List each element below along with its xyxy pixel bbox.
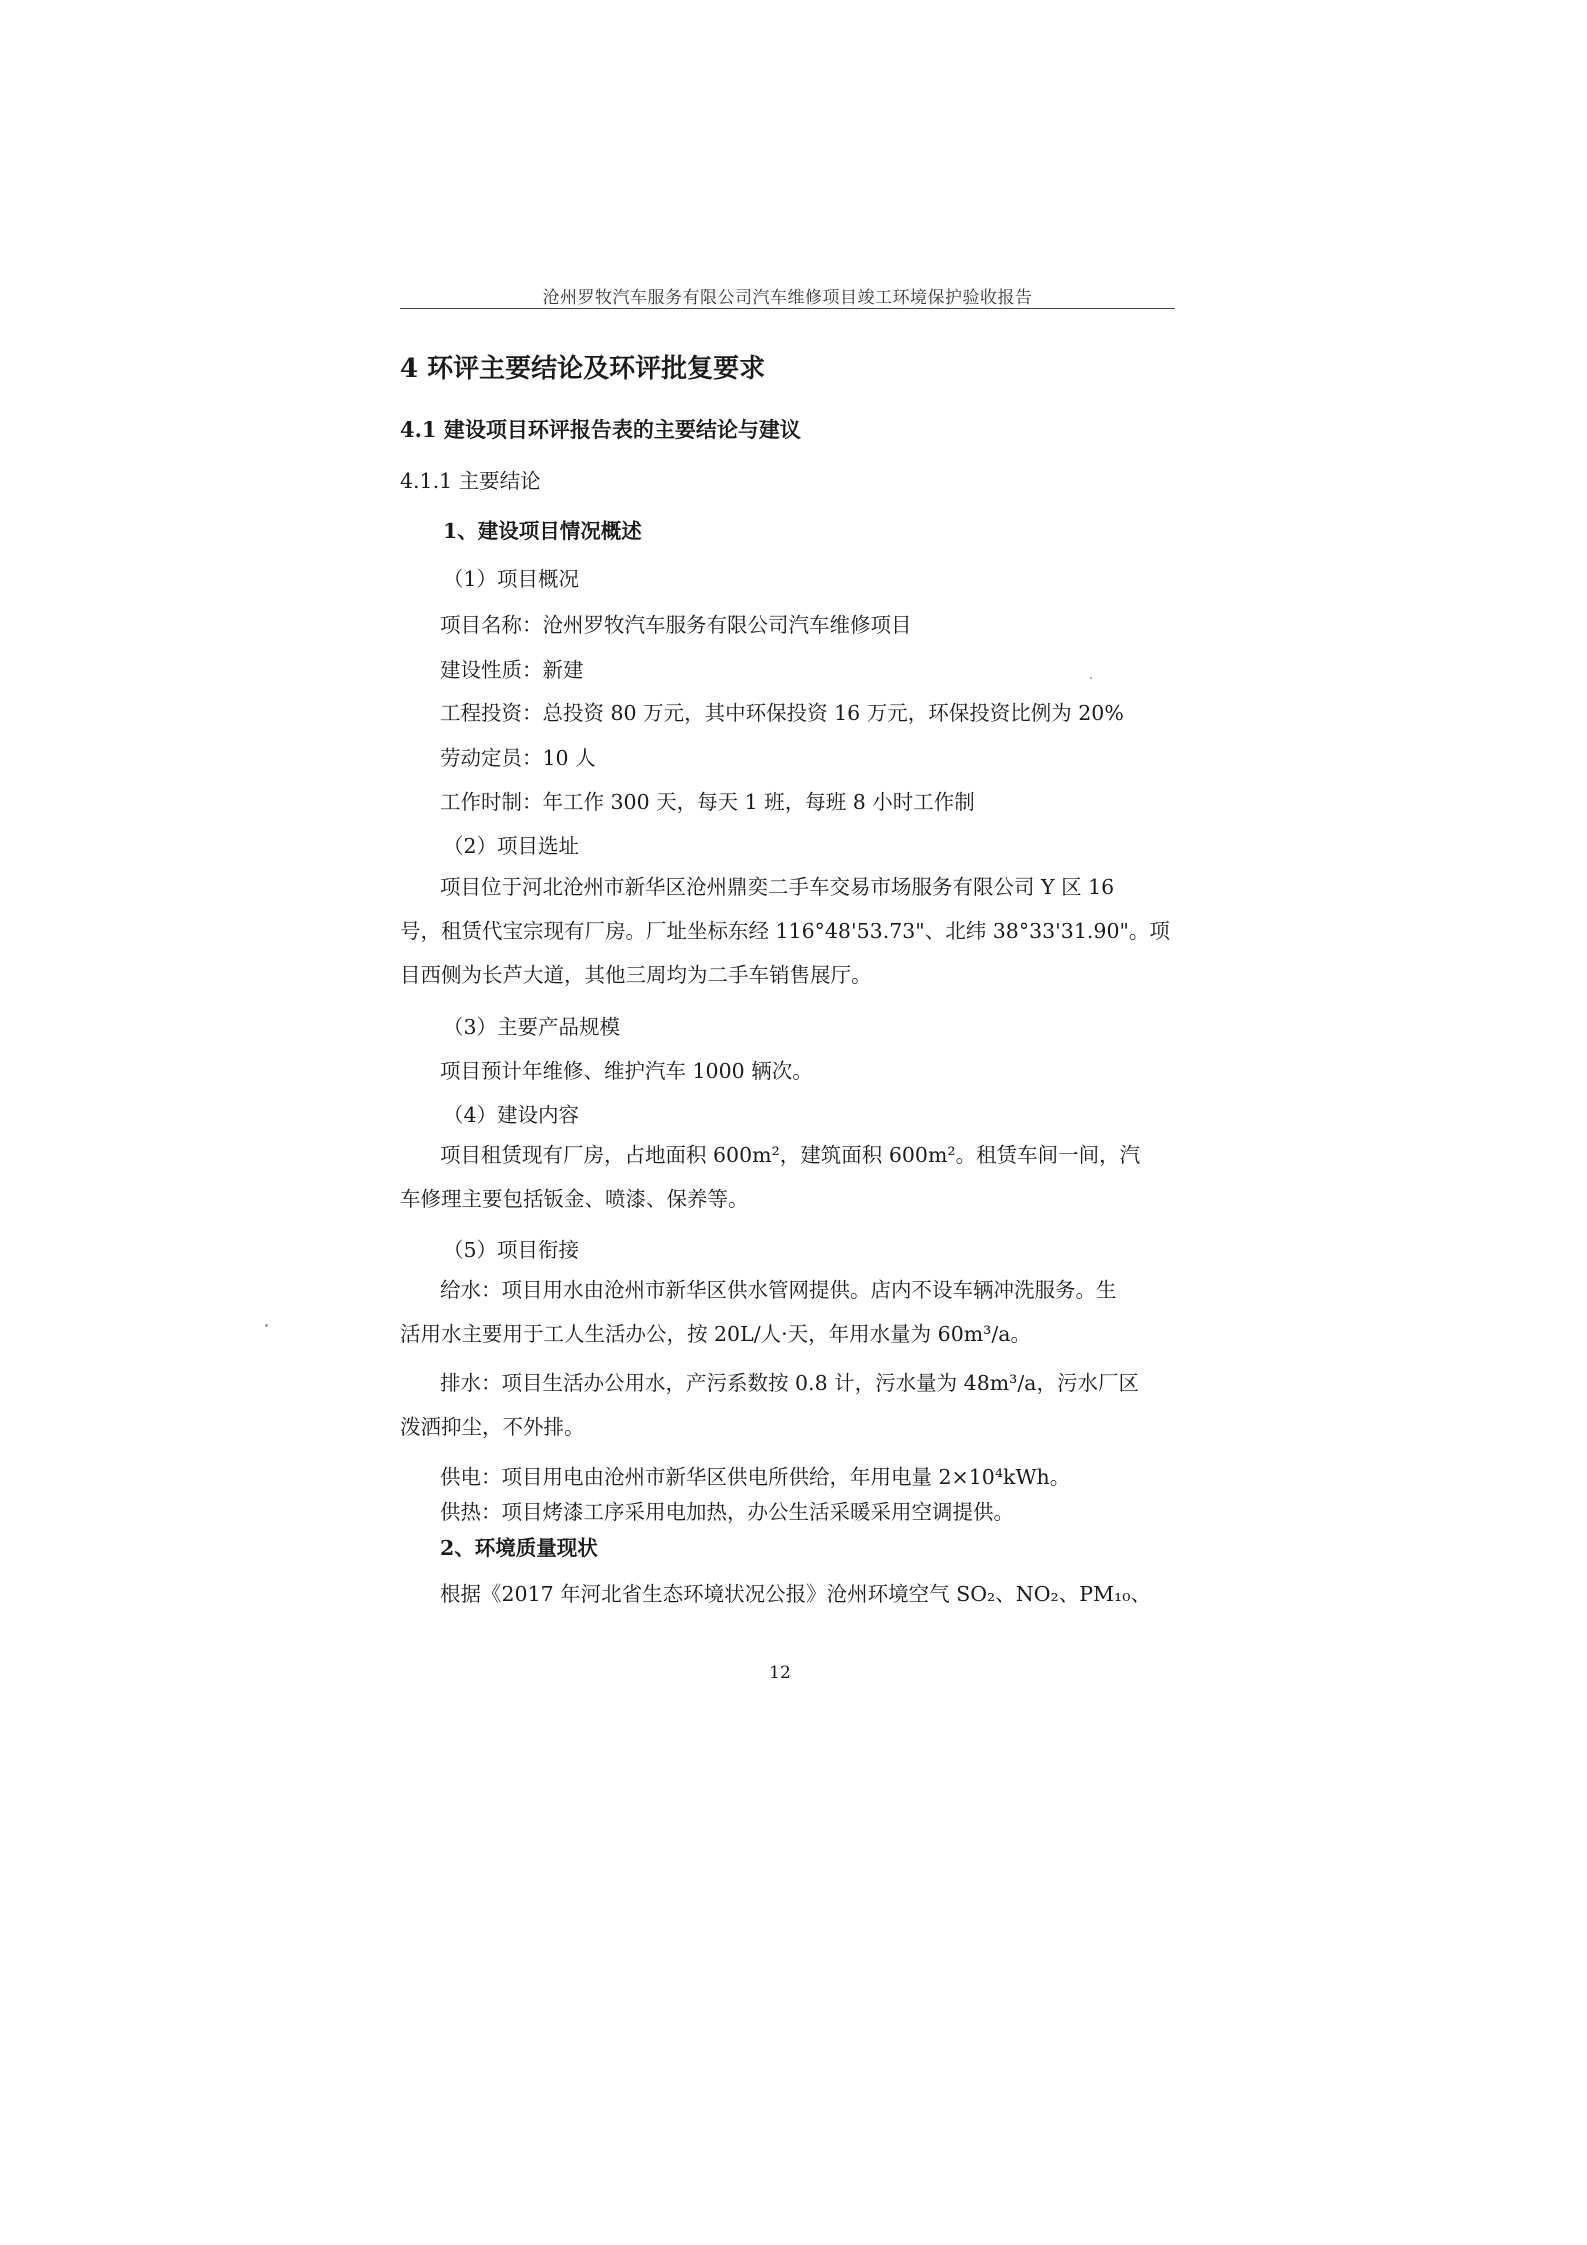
header-rule bbox=[400, 308, 1175, 309]
site-line: 目西侧为长芦大道，其他三周均为二手车销售展厅。 bbox=[400, 963, 872, 987]
sub3-title: （3）主要产品规模 bbox=[443, 1015, 621, 1039]
sub5-title: （5）项目衔接 bbox=[443, 1238, 580, 1262]
power-supply: 供电：项目用电由沧州市新华区供电所供给，年用电量 2×10⁴kWh。 bbox=[440, 1465, 1071, 1489]
site-paragraph bbox=[400, 865, 1170, 997]
sub4-title: （4）建设内容 bbox=[443, 1103, 580, 1127]
part1-title: 1、建设项目情况概述 bbox=[443, 519, 642, 543]
drainage-line: 泼洒抑尘，不外排。 bbox=[400, 1415, 585, 1439]
construction-nature: 建设性质：新建 bbox=[440, 658, 584, 682]
construction-paragraph bbox=[400, 1133, 1141, 1221]
water-supply-line: 活用水主要用于工人生活办公，按 20L/人·天，年用水量为 60m³/a。 bbox=[400, 1322, 1032, 1346]
sub2-title: （2）项目选址 bbox=[443, 834, 580, 858]
page-number: 12 bbox=[769, 1663, 791, 1683]
section-heading-2: 4.1 建设项目环评报告表的主要结论与建议 bbox=[400, 417, 801, 442]
heating-supply: 供热：项目烤漆工序采用电加热，办公生活采暖采用空调提供。 bbox=[440, 1500, 1014, 1524]
drainage-paragraph bbox=[400, 1361, 1140, 1449]
scan-speck bbox=[265, 1324, 268, 1327]
product-scale: 项目预计年维修、维护汽车 1000 辆次。 bbox=[440, 1059, 813, 1083]
air-quality-text: 根据《2017 年河北省生态环境状况公报》沧州环境空气 SO₂、NO₂、PM₁₀、 bbox=[440, 1582, 1151, 1606]
project-name: 项目名称：沧州罗牧汽车服务有限公司汽车维修项目 bbox=[440, 613, 912, 637]
site-line: 项目位于河北沧州市新华区沧州鼎奕二手车交易市场服务有限公司 Y 区 16 bbox=[440, 875, 1115, 899]
section-heading-3: 4.1.1 主要结论 bbox=[400, 469, 541, 493]
running-header: 沧州罗牧汽车服务有限公司汽车维修项目竣工环境保护验收报告 bbox=[542, 288, 1033, 308]
part2-title: 2、环境质量现状 bbox=[440, 1536, 598, 1560]
water-supply-line: 给水：项目用水由沧州市新华区供水管网提供。店内不设车辆冲洗服务。生 bbox=[440, 1278, 1117, 1302]
investment: 工程投资：总投资 80 万元，其中环保投资 16 万元，环保投资比例为 20% bbox=[440, 701, 1124, 725]
site-line: 号，租赁代宝宗现有厂房。厂址坐标东经 116°48'53.73"、北纬 38°33'31.90"。项 bbox=[400, 919, 1170, 943]
drainage-line: 排水：项目生活办公用水，产污系数按 0.8 计，污水量为 48m³/a，污水厂区 bbox=[440, 1371, 1140, 1395]
sub1-title: （1）项目概况 bbox=[443, 567, 580, 591]
scan-speck bbox=[1090, 677, 1092, 679]
staffing: 劳动定员：10 人 bbox=[440, 746, 596, 770]
water-supply-paragraph bbox=[400, 1268, 1135, 1356]
section-heading-1: 4 环评主要结论及环评批复要求 bbox=[400, 354, 766, 384]
construction-line: 项目租赁现有厂房，占地面积 600m²，建筑面积 600m²。租赁车间一间，汽 bbox=[440, 1143, 1141, 1167]
work-schedule: 工作时制：年工作 300 天，每天 1 班，每班 8 小时工作制 bbox=[440, 790, 975, 814]
construction-line: 车修理主要包括钣金、喷漆、保养等。 bbox=[400, 1187, 749, 1211]
